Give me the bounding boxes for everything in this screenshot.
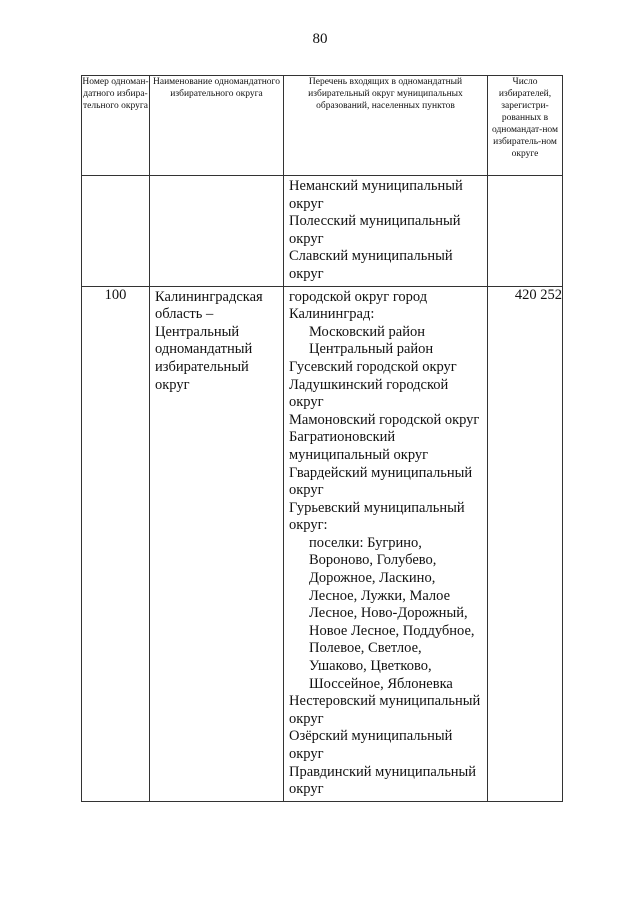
- list-item: Полесский муниципальный округ: [289, 213, 461, 247]
- header-voters-count: Число избирателей, зарегистри-рованных в одномандат-ном избиратель-ном округе: [488, 76, 563, 176]
- header-municipalities-list: Перечень входящих в одномандатный избирательный округ муниципальных образований, населенных пунктов: [284, 76, 488, 176]
- page-number: 80: [312, 31, 328, 47]
- list-item: Гусевский городской округ: [289, 358, 457, 375]
- list-item: Гурьевский муниципальный округ:: [289, 499, 465, 534]
- list-item: Неманский муниципальный округ: [289, 178, 463, 212]
- list-subitem: Московский район: [309, 323, 425, 340]
- voters-count: 420 252: [488, 286, 563, 801]
- list-item: Нестеровский муниципальный округ: [289, 693, 481, 727]
- list-item: Озёрский муниципальный округ: [289, 728, 453, 762]
- list-item: Правдинский муниципальный округ: [289, 763, 477, 798]
- list-item: Багратионовский муниципальный округ: [289, 429, 429, 463]
- table-row-continuation: [82, 176, 563, 287]
- settlements-list: поселки: Бугрино, Вороново, Голубево, Дорожное, Ласкино, Лесное, Лужки, Малое Лесное, Ново-Дорожный, Новое Лесное, Поддубное, Полевое, Светлое, Ушаково, Цветково, Шоссейное, Яблоневка: [309, 534, 475, 692]
- cell-empty: [82, 176, 150, 287]
- district-name: Калининградская область – Центральный одномандатный избирательный округ: [155, 288, 263, 393]
- cell-municipalities: [284, 176, 488, 287]
- list-item: городской округ город Калининград:: [289, 288, 428, 323]
- header-district-name: Наименование одномандатного избирательного округа: [150, 76, 284, 176]
- table-row-district-100: [82, 286, 563, 801]
- districts-table: [81, 75, 563, 802]
- cell-empty: [488, 176, 563, 287]
- table-header-row: [82, 76, 563, 176]
- list-subitem: Центральный район: [309, 341, 434, 358]
- cell-municipalities: [284, 286, 488, 801]
- district-number: 100: [82, 286, 150, 801]
- header-district-number: Номер одноман-датного избира-тельного округа: [82, 76, 150, 176]
- list-item: Славский муниципальный округ: [289, 248, 453, 282]
- list-item: Гвардейский муниципальный округ: [289, 464, 473, 499]
- district-name-cell: [150, 286, 284, 801]
- cell-empty: [150, 176, 284, 287]
- list-item: Ладушкинский городской округ: [289, 376, 449, 411]
- list-item: Мамоновский городской округ: [289, 411, 480, 428]
